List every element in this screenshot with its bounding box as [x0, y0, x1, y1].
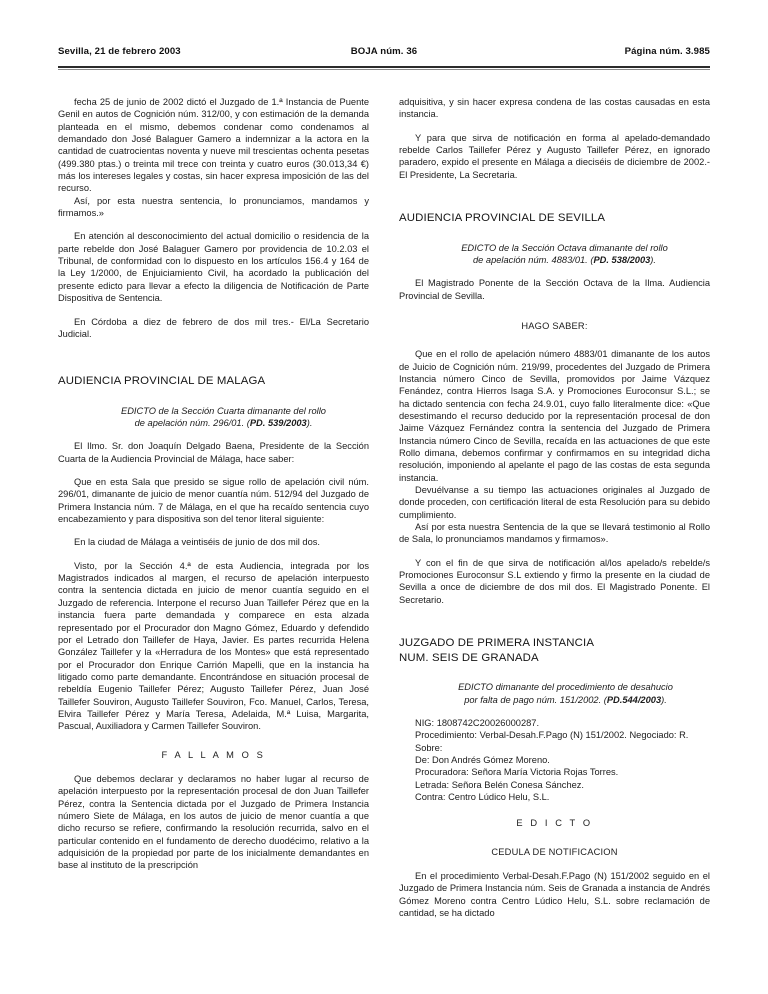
running-head-rule: [58, 66, 710, 68]
spacer: [399, 665, 710, 681]
paragraph-fallamos-body: Que debemos declarar y declaramos no haber lugar al recurso de apelación interpuesto por la representación procesal de don Juan Taillefer Pérez, contra la Sentencia dictada por el Juzgado de Primera Instancia número Siete de Málaga, en los autos de juicio de menor cuantía a que dicho recurso se refiere, confirmando la resolución recurrida, salvo en el particular contenido en el fundamento de derecho duodécimo, relativo a la adquisición de la propiedad por parte de los inicialmente demandantes en base al instituto de la prescripción: [58, 773, 369, 871]
heading-fallamos: F A L L A M O S: [161, 749, 266, 760]
field-nig: NIG: 1808742C20026000287.: [415, 717, 540, 728]
running-head-left: Sevilla, 21 de febrero 2003: [58, 46, 181, 57]
paragraph-cedula-body: En el procedimiento Verbal-Desah.F.Pago (N) 151/2002 seguido en el Juzgado de Primera Instancia núm. Seis de Granada a instancia de Andrés Gómez Moreno contra Centro Lúdico Helu, S.L. sobre reclamación de cantidad, se ha dictado: [399, 871, 710, 919]
edicto-granada-line2-post: ).: [661, 694, 667, 705]
spacer: [58, 340, 369, 374]
paragraph-cordoba: En Córdoba a diez de febrero de dos mil tres.- El/La Secretario Judicial.: [58, 316, 369, 339]
heading-cedula-notificacion: CEDULA DE NOTIFICACION: [491, 846, 618, 857]
spacer: [399, 546, 710, 557]
heading-juzgado-granada: [399, 636, 710, 665]
paragraph-continuation: fecha 25 de junio de 2002 dictó el Juzgado de 1.ª Instancia de Puente Genil en autos de Cognición núm. 312/00, y con estimación de la demanda planteada en el mismo, debemos condenar como condenamos al demandado don José Balaguer Gamero a indemnizar a la actora en la cantidad de cuatrocientas noventa y nueve mil trescientas ochenta pesetas (499.380 ptas.) o treinta mil trece con treinta y cuatro euros (30.013,34 €) más los intereses legales y costas, sin hacer expresa imposición de las del recurso.: [58, 97, 369, 194]
edicto-malaga-line2-post: ).: [306, 418, 313, 429]
right-column: [399, 96, 710, 919]
spacer: [399, 332, 710, 348]
spacer: [58, 389, 369, 405]
running-head: [58, 46, 710, 68]
paragraph-visto-seccion: Visto, por la Sección 4.ª de esta Audiencia, integrada por los Magistrados indicados al margen, el recurso de apelación interpuesto contra la sentencia dictada en juicio de menor cuantía seguido en el Juzgado de referencia. Interpone el recurso Juan Taillefer Pérez que en la instancia fuera parte demandada y comparece en esta alzada representado por el Procurador don Magno Gómez, Eduardo y defendido por el Letrado don Taillefer de Haya, Javier. Es partes recurrida Helena González Taillefer y la «Herradura de los Montes» que está representado por el Procurador don Enrique Carrión Mapelli, que en la instancia ha litigado como parte demandante. Encontrándose en situación procesal de rebeldía Eugenio Taillefer Pérez; Augusto Taillefer Pérez, Juan José Taillefer Souviron, Augusto Taillefer Souviron, Fco. Manuel, Carlos, Teresa, Elvira Taillefer Pérez y María Teresa, Adelaida, M.ª Luisa, Margarita, Pascual, Auxiliadora y Carmen Taillefer Souviron.: [58, 560, 369, 732]
running-head-center: BOJA núm. 36: [350, 46, 418, 57]
field-de: De: Don Andrés Gómez Moreno.: [415, 754, 550, 765]
edicto-sevilla-line1: EDICTO de la Sección Octava dimanante del rollo: [461, 242, 668, 253]
paragraph-ilmo-presidente: El Ilmo. Sr. don Joaquín Delgado Baena, Presidente de la Sección Cuarta de la Audiencia Provincial de Málaga, hace saber:: [58, 441, 369, 464]
paragraph-adquisitiva: adquisitiva, y sin hacer expresa condena de las costas causadas en esta instancia.: [399, 97, 710, 120]
running-head-rule-shadow: [58, 69, 710, 70]
heading-juzgado-granada-line2: NUM. SEIS DE GRANADA: [399, 651, 539, 664]
spacer: [399, 226, 710, 242]
heading-audiencia-provincial-sevilla: AUDIENCIA PROVINCIAL DE SEVILLA: [399, 212, 606, 225]
spacer: [399, 858, 710, 870]
paragraph-en-atencion: En atención al desconocimiento del actual domicilio o residencia de la parte rebelde don José Balaguer Gamero por providencia de 10.2.03 el Tribunal, de conformidad con lo dispuesto en los artículos 156.4 y 164 de la Ley 1/2000, de Enjuiciamiento Civil, ha acordado la publicación del presente edicto para llevar a efecto la diligencia de Notificación de Parte Dispositiva de Sentencia.: [58, 231, 369, 304]
edicto-sevilla-line2-pre: de apelación núm. 4883/01. (: [473, 254, 594, 265]
spacer: [58, 733, 369, 749]
spacer: [58, 429, 369, 440]
running-head-right: Página núm. 3.985: [624, 46, 710, 57]
spacer: [399, 706, 710, 717]
paragraph-notificacion-malaga: Y para que sirva de notificación en forma al apelado-demandado rebelde Carlos Taillefer Pérez y Augusto Taillefer Pérez, en ignorado paradero, expido el presente en Málaga a dieciséis de diciembre de 2002.- El Presidente, La Secretaria.: [399, 132, 710, 180]
spacer: [58, 549, 369, 560]
spacer: [399, 302, 710, 320]
spacer: [399, 830, 710, 846]
spacer: [399, 606, 710, 636]
edicto-granada-line2-pre: por falta de pago núm. 151/2002. (: [464, 694, 607, 705]
spacer: [58, 219, 369, 230]
edicto-reference-sevilla: [399, 242, 710, 267]
spacer: [399, 266, 710, 277]
spacer: [58, 761, 369, 773]
spacer: [58, 525, 369, 536]
edicto-granada-line1: EDICTO dimanante del procedimiento de desahucio: [458, 682, 673, 693]
paragraph-magistrado-ponente: El Magistrado Ponente de la Sección Octava de la Ilma. Audiencia Provincial de Sevilla.: [399, 278, 710, 301]
field-contra: Contra: Centro Lúdico Helu, S.L.: [415, 792, 550, 802]
field-sobre: Sobre:: [415, 742, 443, 753]
paragraph-devuelvanse: Devuélvanse a su tiempo las actuaciones originales al Juzgado de donde proceden, con certificación literal de esta Resolución para su debido cumplimiento.: [399, 485, 710, 520]
heading-hago-saber: HAGO SABER:: [521, 320, 588, 331]
paragraph-rollo-apelacion: Que en esta Sala que presido se sigue rollo de apelación civil núm. 296/01, dimanante de juicio de menor cuantía núm. 512/94 del Juzgado de Primera Instancia núm. 7 de Málaga, en el que ha recaído sentencia cuyo encabezamiento y para dispositiva son del tenor literal siguiente:: [58, 477, 369, 525]
edicto-malaga-pd-code: PD. 539/2003: [249, 418, 307, 429]
paragraph-fin-notificacion: Y con el fin de que sirva de notificación al/los apelado/s rebelde/s Promociones Euroconsur S.L extiendo y firmo la presente en la ciudad de Sevilla a once de diciembre de dos mil dos. El Magistrado Ponente. El Secretario.: [399, 557, 710, 605]
spacer: [58, 305, 369, 316]
paragraph-asi-sentencia: Así, por esta nuestra sentencia, lo pronunciamos, mandamos y firmamos.»: [58, 195, 369, 219]
edicto-sevilla-line2-post: ).: [650, 254, 656, 265]
field-letrada: Letrada: Señora Belén Conesa Sánchez.: [415, 779, 585, 790]
field-procedimiento: Procedimiento: Verbal-Desah.F.Pago (N) 151/2002. Negociado: R.: [415, 730, 689, 741]
edicto-reference-granada: [399, 681, 710, 706]
edicto-malaga-line2-pre: de apelación núm. 296/01. (: [134, 418, 250, 429]
edicto-malaga-line1: EDICTO de la Sección Cuarta dimanante del rollo: [121, 405, 326, 416]
edicto-granada-pd-code: PD.544/2003: [606, 694, 662, 705]
heading-juzgado-granada-line1: JUZGADO DE PRIMERA INSTANCIA: [399, 637, 595, 650]
spacer: [399, 121, 710, 132]
heading-audiencia-provincial-malaga: AUDIENCIA PROVINCIAL DE MALAGA: [58, 375, 266, 388]
paragraph-asi-sentencia-sevilla: Así por esta nuestra Sentencia de la que se llevará testimonio al Rollo de Sala, lo pronunciamos mandamos y firmamos».: [399, 522, 710, 545]
edicto-reference-malaga: [58, 405, 369, 430]
spacer: [399, 803, 710, 817]
spacer: [399, 181, 710, 211]
field-procuradora: Procuradora: Señora María Victoria Rojas Torres.: [415, 767, 619, 778]
edicto-sevilla-pd-code: PD. 538/2003: [593, 254, 651, 265]
paragraph-ciudad-malaga: En la ciudad de Málaga a veintiséis de junio de dos mil dos.: [74, 537, 320, 548]
left-column: [58, 96, 369, 872]
heading-edicto: E D I C T O: [516, 818, 593, 829]
paragraph-rollo-sevilla: Que en el rollo de apelación número 4883/01 dimanante de los autos de Juicio de Cognición núm. 219/99, procedentes del Juzgado de Primera Instancia número Cinco de Sevilla, promovidos por Jaime Vázquez Fenández, contra Hierros Isaga S.A. y Promociones Euroconsur S.L.; se ha dictado sentencia con fecha 24.9.01, cuyo fallo literalmente dice: «Que desestimando el recurso deducido por la representación procesal de don Jaime Vázquez Fernández contra la sentencia del Juzgado de Primera Instancia número Cinco de Sevilla, recaída en las actuaciones de que este Rollo dimana, debemos confirmar y confirmamos en su integridad dicha resolución, imponiendo al apelante el pago de las costas de esta segunda instancia.: [399, 349, 710, 483]
spacer: [58, 465, 369, 476]
